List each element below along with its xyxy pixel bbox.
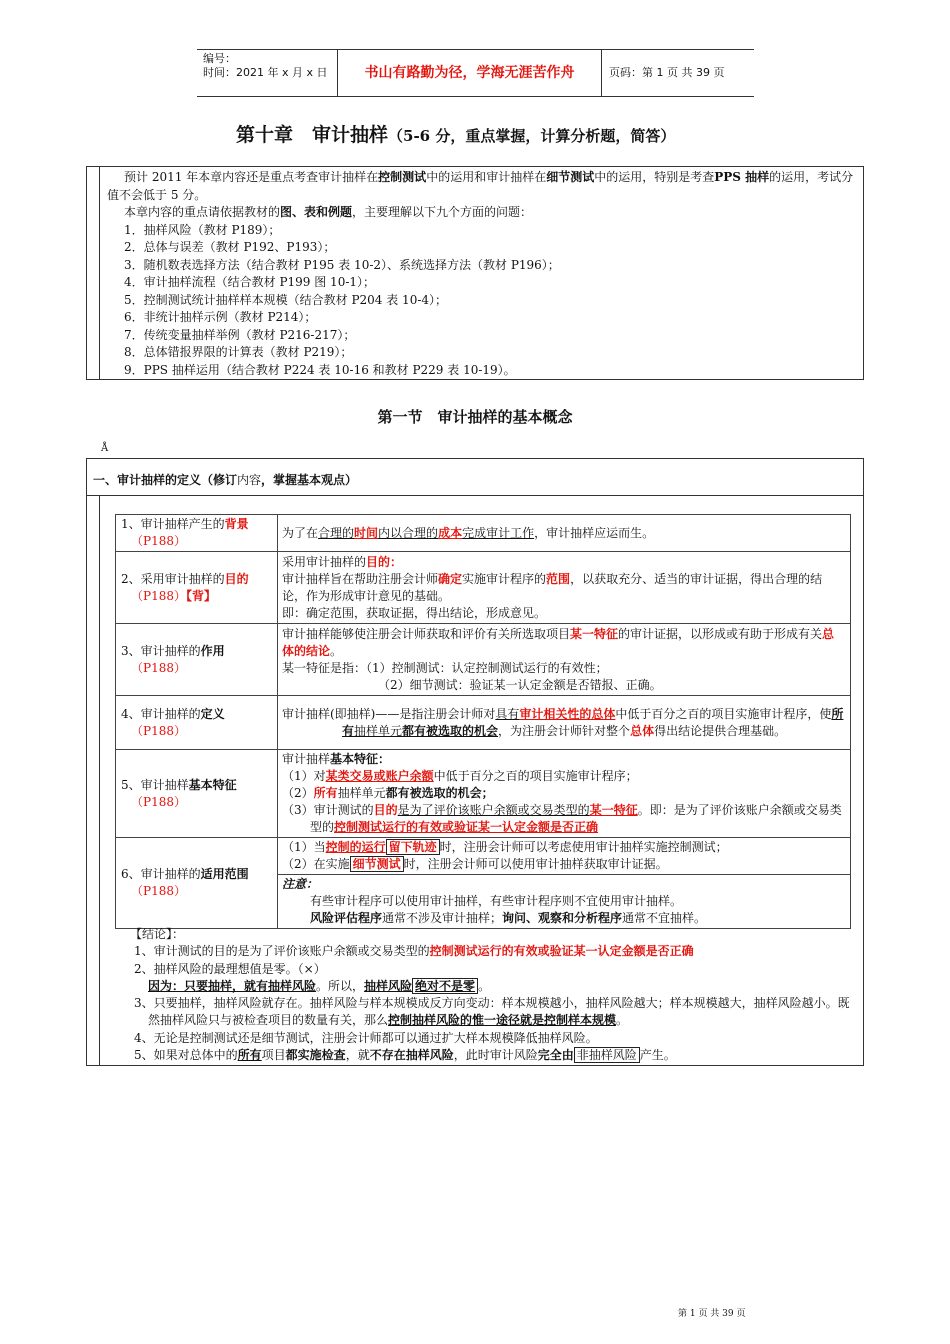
conclusion-item: 4、无论是控制测试还是细节测试，注册会计师都可以通过扩大样本规模降低抽样风险。	[134, 1030, 598, 1045]
intro-list	[107, 222, 859, 380]
anchor-mark: Å	[101, 443, 109, 454]
conclusion-heading: 【结论】：	[130, 927, 185, 941]
list-item: 8．总体错报界限的计算表（教材 P219）；	[124, 345, 353, 359]
motto: 书山有路勤为径，学海无涯苦作舟	[337, 50, 602, 96]
list-item: 2．总体与误差（教材 P192、P193）；	[124, 240, 336, 254]
intro-text	[107, 169, 859, 379]
section-heading: 一、审计抽样的定义（修订内容，掌握基本观点）	[93, 473, 358, 487]
chapter-title-main: 第十章 审计抽样	[236, 124, 389, 146]
row-content: 审计抽样(即抽样)——是指注册会计师对具有审计相关性的总体中低于百分之百的项目实施审计程序，使所有抽样单元都有被选取的机会，为注册会计师针对整个总体得出结论提供合理基础。	[278, 696, 851, 750]
row-content: （1）当控制的运行 留下轨迹 时，注册会计师可以考虑使用审计抽样实施控制测试； （2）在实施 细节测试 时，注册会计师可以使用审计抽样获取审计证据。	[278, 838, 851, 875]
chapter-title	[236, 120, 675, 147]
table-row	[116, 515, 851, 552]
table-row	[116, 750, 851, 838]
intro-gutter	[99, 167, 100, 379]
table-row	[116, 838, 851, 875]
table-row	[116, 696, 851, 750]
conclusion-item: 2、抽样风险的最理想值是零。（×）	[134, 961, 326, 976]
table-row	[116, 624, 851, 696]
list-item: 1．抽样风险（教材 P189）；	[124, 222, 281, 237]
intro-box	[86, 166, 864, 380]
definition-table	[115, 514, 851, 929]
definition-gutter	[99, 495, 100, 1065]
conclusion	[120, 926, 860, 1064]
list-item: 5．控制测试统计抽样样本规模（结合教材 P204 表 10-4）；	[124, 292, 448, 307]
header-meta	[197, 50, 337, 96]
row-label: 1、审计抽样产生的背景 （P188）	[116, 515, 278, 552]
row-label: 3、审计抽样的作用 （P188）	[116, 624, 278, 696]
section-title: 第一节 审计抽样的基本概念	[377, 408, 573, 426]
row-content-note: 注意： 有些审计程序可以使用审计抽样，有些审计程序则不宜使用审计抽样。 风险评估程序通常不涉及审计抽样；询问、观察和分析程序通常不宜抽样。	[278, 875, 851, 929]
intro-para-2: 本章内容的重点请依据教材的图、表和例题，主要理解以下九个方面的问题：	[124, 205, 533, 219]
list-item: 6．非统计抽样示例（教材 P214）；	[124, 310, 317, 324]
intro-para-1: 预计 2011 年本章内容还是重点考查审计抽样在控制测试中的运用和审计抽样在细节测试中的运用，特别是考查PPS 抽样的运用，考试分值不会低于 5 分。	[107, 170, 854, 202]
chapter-subtitle: （5-6 分，重点掌握，计算分析题，简答）	[388, 127, 676, 145]
list-item: 9．PPS 抽样运用（结合教材 P224 表 10-16 和教材 P229 表 10-19）。	[124, 362, 516, 377]
list-item: 3．随机数表选择方法（结合教材 P195 表 10-2）、系统选择方法（教材 P196）；	[124, 257, 560, 272]
list-item: 7．传统变量抽样举例（教材 P216-217）；	[124, 327, 356, 342]
row-label: 5、审计抽样基本特征 （P188）	[116, 750, 278, 838]
list-item: 4．审计抽样流程（结合教材 P199 图 10-1）；	[124, 275, 376, 289]
table-row	[116, 552, 851, 624]
row-content: 审计抽样基本特征： （1）对某类交易或账户余额中低于百分之百的项目实施审计程序； （2）所有抽样单元都有被选取的机会； （3）审计测试的目的是为了评价该账户余额或交易类型的某一特征。即：是为了评价该账户余额或交易类型的控制测试运行的有效或验证某一认定金额是否正确	[278, 750, 851, 838]
row-label: 4、审计抽样的定义 （P188）	[116, 696, 278, 750]
conclusion-item: 1、审计测试的目的是为了评价该账户余额或交易类型的控制测试运行的有效或验证某一认定金额是否正确	[134, 944, 694, 959]
definition-header-row	[87, 459, 863, 496]
conclusion-item: 5、如果对总体中的所有项目都实施检查，就不存在抽样风险，此时审计风险完全由 非抽样风险 产生。	[134, 1048, 676, 1063]
row-content: 采用审计抽样的目的： 审计抽样旨在帮助注册会计师确定实施审计程序的范围，以获取充分、适当的审计证据，得出合理的结论，作为形成审计意见的基础。 即：确定范围，获取证据，得出结论，形成意见。	[278, 552, 851, 624]
number-label: 编号：	[203, 52, 236, 65]
page-footer: 第 1 页 共 39 页	[678, 1309, 746, 1319]
row-label: 6、审计抽样的适用范围 （P188）	[116, 838, 278, 929]
row-label: 2、采用审计抽样的目的 （P188）【背】	[116, 552, 278, 624]
time-label: 时间：2021 年 x 月 x 日	[203, 66, 328, 79]
conclusion-item-note: 因为：只要抽样，就有抽样风险。所以，抽样风险 绝对不是零 。	[148, 978, 491, 993]
page-label: 页码：第 1 页 共 39 页	[609, 66, 725, 79]
row-content: 审计抽样能够使注册会计师获取和评价有关所选取项目某一特征的审计证据，以形成或有助于形成有关总体的结论。 某一特征是指：（1）控制测试：认定控制测试运行的有效性； （2）细节测试：验证某一认定金额是否错报、正确。	[278, 624, 851, 696]
header-table	[197, 49, 754, 97]
conclusion-item: 3、只要抽样，抽样风险就存在。抽样风险与样本规模成反方向变动：样本规模越小，抽样风险越大；样本规模越大，抽样风险越小。既然抽样风险只与被检查项目的数量有关，那么控制抽样风险的惟一途径就是控制样本规模。	[134, 996, 850, 1028]
row-content: 为了在合理的时间内以合理的成本完成审计工作，审计抽样应运而生。	[278, 515, 851, 552]
